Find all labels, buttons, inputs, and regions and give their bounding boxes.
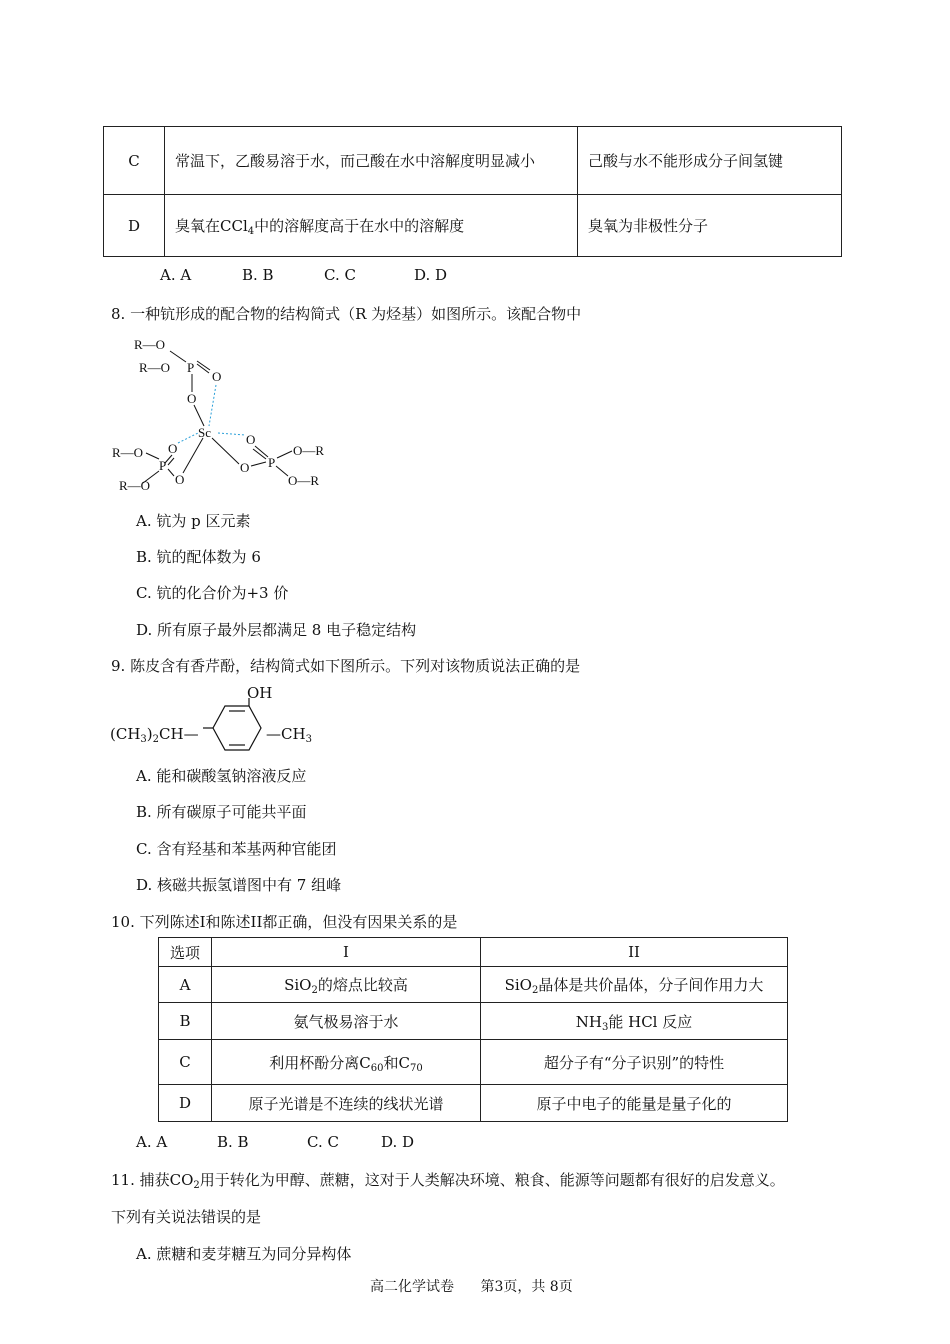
q11-stem-line2: 下列有关说法错误的是 [111,1208,262,1226]
ro-label: R—O [119,478,151,493]
q8-option-b: B. 钪的配体数为 6 [136,548,261,566]
table-cell-option: C [104,127,165,195]
table-cell-statement1: 常温下，乙酸易溶于水，而己酸在水中溶解度明显减小 [165,127,578,195]
p-label: P [159,458,167,473]
ro-label: R—O [112,445,144,460]
q10-stem: 10. 下列陈述I和陈述II都正确，但没有因果关系的是 [111,913,458,931]
q8-option-a: A. 钪为 p 区元素 [136,512,251,530]
table-cell-statement1: 利用杯酚分离$C_{60}$和$C_{70}$ [212,1040,481,1085]
or-label: O—R [288,473,320,488]
carvacrol-structure [110,680,320,760]
isopropyl-label: $(CH_3)_2CH—$ [110,725,199,745]
option-b: B. B [242,266,274,284]
p-label: P [187,360,195,375]
q11-stem: 11. 捕获$CO_2$用于转化为甲醇、蔗糖，这对于人类解决环境、粮食、能源等问题都有很好的启发意义。 [111,1171,785,1191]
footer-page: 第3页，共 8页 [480,1279,573,1295]
benzene-ring-icon [203,698,271,760]
table-header-option: 选项 [159,938,212,967]
o-label: O [246,432,256,447]
q8-stem: 8. 一种钪形成的配合物的结构简式（R 为烃基）如图所示。该配合物中 [111,305,582,323]
table-cell-statement2: 原子中电子的能量是量子化的 [481,1085,788,1122]
p-label: P [268,455,276,470]
table-cell-option: B [159,1003,212,1040]
sc-label: Sc [198,425,211,440]
footer-subject: 高二化学试卷 [370,1279,454,1295]
table-cell-statement2: 臭氧为非极性分子 [578,195,842,257]
o-label: O [175,472,185,487]
ro-label: R—O [139,360,171,375]
o-label: O [240,460,250,475]
table-cell-option: D [159,1085,212,1122]
q9-option-c: C. 含有羟基和苯基两种官能团 [136,840,337,858]
table-header-statement2: II [481,938,788,967]
o-label: O [168,441,178,456]
q9-option-a: A. 能和碳酸氢钠溶液反应 [136,767,307,785]
table-cell-statement1: 臭氧在CCl$_4$中的溶解度高于在水中的溶解度 [165,195,578,257]
q8-option-c: C. 钪的化合价为+3 价 [136,584,289,602]
table-q10 [158,937,788,1122]
option-a: A. A [136,1133,168,1151]
table-cell-statement2: 己酸与水不能形成分子间氢键 [578,127,842,195]
option-c: C. C [324,266,356,284]
table-cell-statement1: 氨气极易溶于水 [212,1003,481,1040]
table-cell-option: D [104,195,165,257]
option-a: A. A [160,266,192,284]
table-cell-statement2: $NH_3$能 HCl 反应 [481,1003,788,1040]
q8-option-d: D. 所有原子最外层都满足 8 电子稳定结构 [136,621,417,639]
table-cell-statement1: 原子光谱是不连续的线状光谱 [212,1085,481,1122]
q9-option-b: B. 所有碳原子可能共平面 [136,803,307,821]
q9-stem: 9. 陈皮含有香芹酚，结构简式如下图所示。下列对该物质说法正确的是 [111,657,581,675]
o-label: O [212,369,222,384]
scandium-complex-structure [108,330,348,500]
option-b: B. B [217,1133,249,1151]
oh-label: OH [247,684,273,702]
option-d: D. D [381,1133,415,1151]
option-c: C. C [307,1133,339,1151]
table-q7-continuation [103,126,842,257]
or-label: O—R [293,443,325,458]
table-header-statement1: I [212,938,481,967]
methyl-label: $—CH_3$ [266,725,312,745]
o-label: O [187,391,197,406]
footer [370,1276,573,1296]
table-cell-statement2: 超分子有“分子识别”的特性 [481,1040,788,1085]
q11-option-a: A. 蔗糖和麦芽糖互为同分异构体 [136,1245,352,1263]
table-cell-statement1: SiO$_2$的熔点比较高 [212,967,481,1003]
q9-option-d: D. 核磁共振氢谱图中有 7 组峰 [136,876,342,894]
ro-label: R—O [134,337,166,352]
option-d: D. D [414,266,448,284]
table-cell-option: A [159,967,212,1003]
table-cell-statement2: SiO$_2$晶体是共价晶体，分子间作用力大 [481,967,788,1003]
table-cell-option: C [159,1040,212,1085]
